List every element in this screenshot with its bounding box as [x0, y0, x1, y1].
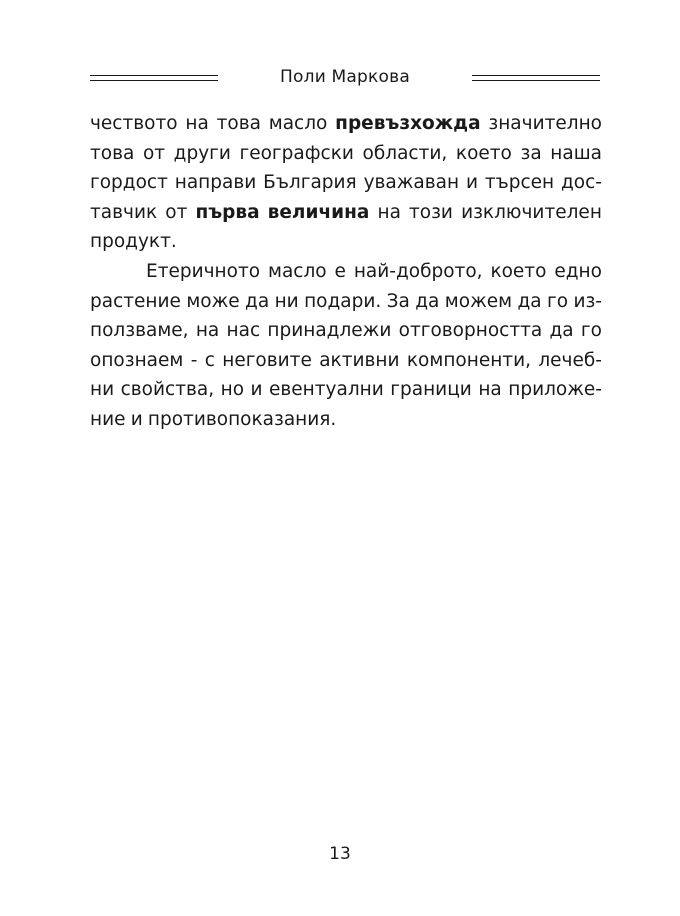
word: принадлежи: [267, 320, 392, 342]
word: за: [520, 142, 542, 164]
word: на: [185, 113, 209, 134]
bold-word: величина: [267, 201, 370, 223]
word: е: [334, 260, 346, 282]
word: ние: [90, 408, 126, 430]
word: лечеб-: [538, 349, 602, 371]
word: масло: [268, 113, 328, 134]
header-rule-right: [472, 75, 600, 81]
word: масло: [267, 260, 327, 282]
word: и: [130, 408, 143, 430]
word: България: [263, 172, 357, 194]
word: това: [216, 113, 261, 134]
word: да: [245, 290, 270, 312]
body-text: [90, 109, 602, 435]
word: чеството: [90, 113, 178, 134]
word: и: [250, 379, 263, 401]
word: наша: [550, 142, 602, 164]
text-line: [90, 346, 602, 376]
text-line: [90, 109, 602, 139]
word: може: [186, 290, 240, 312]
word: най-доброто,: [353, 260, 483, 282]
word: да: [517, 290, 542, 312]
word: и: [465, 172, 478, 194]
running-title: Поли Маркова: [280, 67, 410, 87]
word: го: [580, 320, 602, 342]
word: из-: [573, 290, 602, 312]
text-line: [90, 198, 602, 228]
word: географски: [239, 142, 354, 164]
text-line: [90, 375, 602, 405]
word: това: [90, 142, 135, 164]
page-number: 13: [329, 844, 351, 864]
word: отговорността: [398, 320, 543, 342]
word: За: [386, 290, 410, 312]
word: да: [415, 290, 440, 312]
word: ни: [90, 379, 115, 401]
word: този: [409, 201, 453, 223]
text-line: [90, 287, 602, 317]
word: приложе-: [508, 379, 602, 401]
word: го: [547, 290, 569, 312]
text-line: [90, 405, 602, 435]
text-line: [90, 139, 602, 169]
word: други: [173, 142, 231, 164]
running-header: [90, 66, 600, 90]
bold-word: първа: [195, 201, 260, 223]
word: на: [195, 320, 220, 342]
word: противопоказания.: [147, 408, 337, 430]
word: активни: [319, 349, 400, 371]
word: да: [549, 320, 574, 342]
word: продукт.: [90, 231, 177, 253]
text-line: [90, 168, 602, 198]
word: растение: [90, 290, 181, 312]
word: което: [490, 260, 547, 282]
word: на: [478, 379, 502, 401]
word: ползваме,: [90, 320, 189, 342]
word: компоненти,: [406, 349, 531, 371]
word: от: [142, 142, 166, 164]
word: гордост: [90, 172, 168, 194]
word: което: [455, 142, 512, 164]
word: но: [220, 379, 245, 401]
word: от: [165, 201, 188, 223]
word: тавчик: [90, 201, 158, 223]
word: Етеричното: [146, 260, 261, 282]
word: уважаван: [363, 172, 460, 194]
word: -: [190, 349, 198, 371]
word: евентуални: [269, 379, 384, 401]
word: на: [377, 201, 401, 223]
word: опознаем: [90, 349, 184, 371]
text-line: [90, 227, 602, 257]
word: ни: [274, 290, 299, 312]
word: области,: [362, 142, 448, 164]
word: изключителен: [461, 201, 602, 223]
word: търсен: [484, 172, 555, 194]
text-line: [90, 316, 602, 346]
word: можем: [444, 290, 513, 312]
word: дос-: [561, 172, 602, 194]
bold-word: превъзхожда: [335, 113, 481, 134]
text-line: [90, 257, 602, 287]
word: с: [204, 349, 215, 371]
paragraph: [90, 257, 602, 435]
word: свойства,: [120, 379, 215, 401]
paragraph: [90, 109, 602, 257]
word: едно: [554, 260, 602, 282]
word: направи: [174, 172, 257, 194]
word: значително: [488, 113, 602, 134]
word: нас: [226, 320, 261, 342]
word: граници: [390, 379, 472, 401]
word: неговите: [222, 349, 312, 371]
word: подари.: [304, 290, 382, 312]
